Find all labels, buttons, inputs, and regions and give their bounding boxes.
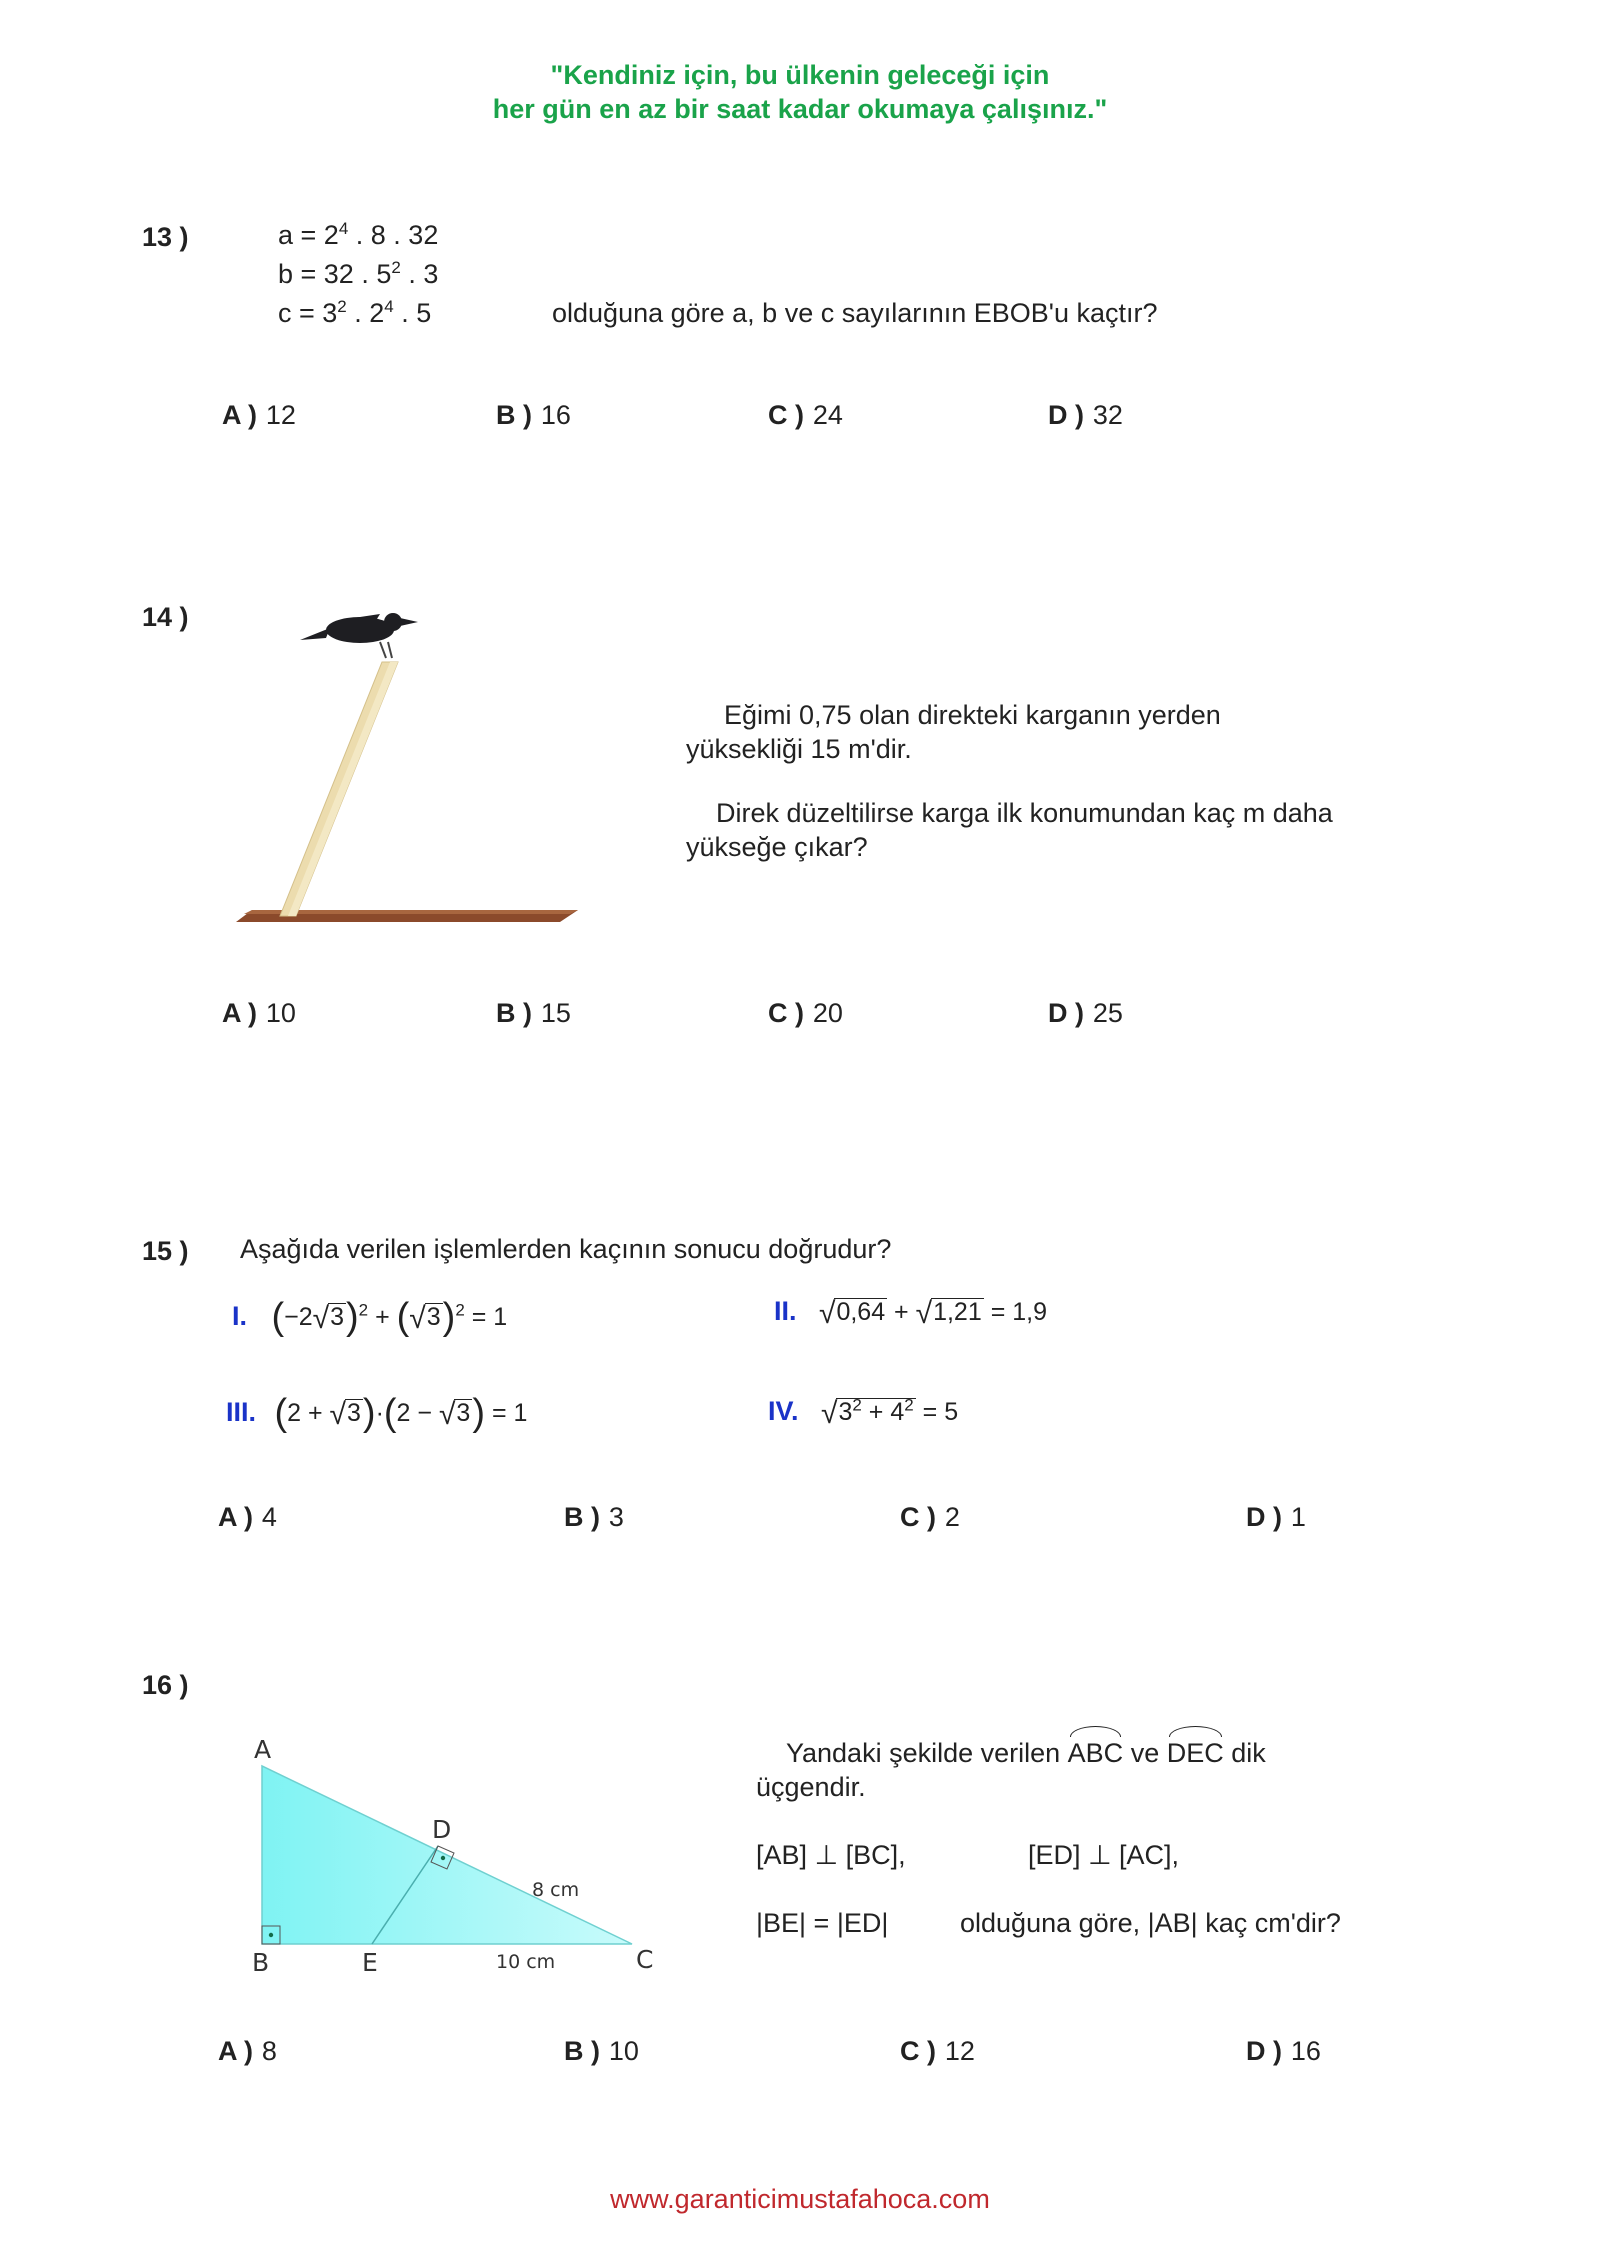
question-text: olduğuna göre, |AB| kaç cm'dir? bbox=[960, 1908, 1341, 1938]
question-number: 13 ) bbox=[142, 222, 189, 252]
label-ec-length: 10 cm bbox=[496, 1951, 556, 1973]
option-c[interactable]: C ) 12 bbox=[900, 2036, 975, 2066]
option-d[interactable]: D ) 32 bbox=[1048, 400, 1123, 430]
crow-on-pole-figure bbox=[230, 600, 590, 930]
question-number: 16 ) bbox=[142, 1670, 189, 1700]
option-a[interactable]: A ) 10 bbox=[222, 998, 296, 1028]
option-c[interactable]: C ) 2 bbox=[900, 1502, 960, 1532]
label-d: D bbox=[432, 1815, 452, 1844]
perpendicular-1: [AB] ⊥ [BC], bbox=[756, 1840, 906, 1870]
item-4: IV. $√3^2 + 4^2 = 5$ bbox=[768, 1395, 959, 1430]
option-d[interactable]: D ) 1 bbox=[1246, 1502, 1306, 1532]
option-b[interactable]: B ) 3 bbox=[564, 1502, 624, 1532]
perpendicular-2: [ED] ⊥ [AC], bbox=[1028, 1840, 1180, 1870]
label-a: A bbox=[254, 1735, 272, 1764]
option-a[interactable]: A ) 4 bbox=[218, 1502, 277, 1532]
motto-line-1: "Kendiniz için, bu ülkenin geleceği için bbox=[550, 60, 1050, 90]
option-d[interactable]: D ) 25 bbox=[1048, 998, 1123, 1028]
crow-icon bbox=[300, 613, 418, 658]
equation-a: $a = 2^4$ . 8 . 32 bbox=[278, 219, 439, 250]
option-c[interactable]: C ) 24 bbox=[768, 400, 843, 430]
question-text: olduğuna göre a, b ve c sayılarının EBOB'u kaçtır? bbox=[552, 298, 1158, 328]
motto-line-2: her gün en az bir saat kadar okumaya çalışınız." bbox=[492, 94, 1108, 124]
triangle-figure bbox=[240, 1728, 680, 1978]
option-b[interactable]: B ) 15 bbox=[496, 998, 571, 1028]
item-1: I. $(-2√3)^2 + (√3)^2 = 1$ bbox=[232, 1296, 508, 1338]
question-number: 14 ) bbox=[142, 602, 189, 632]
description: Yandaki şekilde verilen ABC ve DEC dik üçgendir. bbox=[756, 1738, 1266, 1802]
label-dc-length: 8 cm bbox=[532, 1879, 580, 1901]
triangle-abc bbox=[262, 1766, 632, 1944]
label-e: E bbox=[362, 1948, 378, 1977]
paragraph-2: Direk düzeltilirse karga ilk konumundan kaç m daha yükseğe çıkar? bbox=[686, 798, 1333, 862]
option-b[interactable]: B ) 10 bbox=[564, 2036, 639, 2066]
question-text: Aşağıda verilen işlemlerden kaçının sonucu doğrudur? bbox=[240, 1234, 892, 1264]
option-a[interactable]: A ) 8 bbox=[218, 2036, 277, 2066]
footer-url[interactable]: www.garanticimustafahoca.com bbox=[610, 2184, 990, 2214]
option-d[interactable]: D ) 16 bbox=[1246, 2036, 1321, 2066]
label-b: B bbox=[252, 1948, 270, 1977]
label-c: C bbox=[636, 1945, 654, 1974]
paragraph-1: Eğimi 0,75 olan direkteki karganın yerden yüksekliği 15 m'dir. bbox=[686, 700, 1221, 764]
option-b[interactable]: B ) 16 bbox=[496, 400, 571, 430]
equation-b: b = 32 . $5^2$ . 3 bbox=[278, 258, 439, 289]
item-2: II. √0,64 + √1,21 = 1,9 bbox=[774, 1296, 1048, 1330]
item-3: III. (2 + √3)·(2 − √3) = 1 bbox=[226, 1392, 528, 1434]
equation-c: $c = 3^2$ . $2^4$ . 5 bbox=[278, 297, 432, 328]
question-number: 15 ) bbox=[142, 1236, 189, 1266]
equality: |BE| = |ED| bbox=[756, 1908, 889, 1938]
option-a[interactable]: A ) 12 bbox=[222, 400, 296, 430]
option-c[interactable]: C ) 20 bbox=[768, 998, 843, 1028]
